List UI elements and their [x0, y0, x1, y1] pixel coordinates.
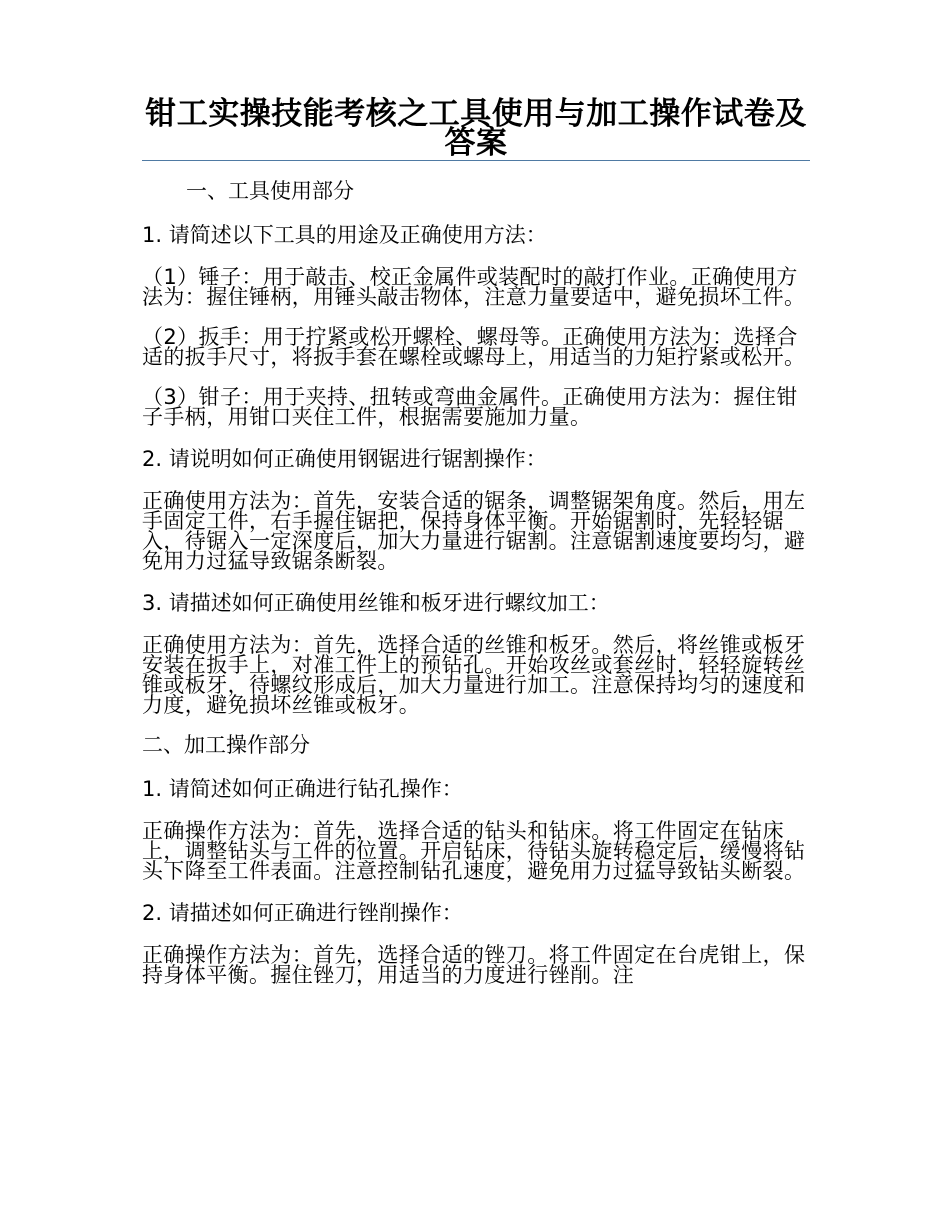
document-page [142, 96, 810, 985]
answer-filing: 正确操作方法为：首先，选择合适的锉刀。将工件固定在台虎钳上，保持身体平衡。握住锉刀，用适当的力度进行锉削。注 [142, 943, 806, 987]
answer-wrench: （2）扳手：用于拧紧或松开螺栓、螺母等。正确使用方法为：选择合适的扳手尺寸，将扳手套在螺栓或螺母上，用适当的力矩拧紧或松开。 [142, 325, 806, 369]
question-hacksaw: 2. 请说明如何正确使用钢锯进行锯割操作： [142, 447, 547, 471]
answer-hacksaw: 正确使用方法为：首先，安装合适的锯条，调整锯架角度。然后，用左手固定工件，右手握住锯把，保持身体平衡。开始锯割时，先轻轻锯入，待锯入一定深度后，加大力量进行锯割。注意锯割速度要均匀，避免用力过猛导致锯条断裂。 [142, 489, 806, 573]
answer-hammer: （1）锤子：用于敲击、校正金属件或装配时的敲打作业。正确使用方法为：握住锤柄，用锤头敲击物体，注意力量要适中，避免损坏工件。 [142, 265, 806, 309]
question-drilling: 1. 请简述如何正确进行钻孔操作： [142, 777, 463, 801]
question-filing: 2. 请描述如何正确进行锉削操作： [142, 901, 463, 925]
answer-tap-die: 正确使用方法为：首先，选择合适的丝锥和板牙。然后，将丝锥或板牙安装在扳手上，对准工件上的预钻孔。开始攻丝或套丝时，轻轻旋转丝锥或板牙，待螺纹形成后，加大力量进行加工。注意保持均匀的速度和力度，避免损坏丝锥或板牙。 [142, 633, 806, 717]
question-tools-usage: 1. 请简述以下工具的用途及正确使用方法： [142, 223, 547, 247]
answer-pliers: （3）钳子：用于夹持、扭转或弯曲金属件。正确使用方法为：握住钳子手柄，用钳口夹住工件，根据需要施加力量。 [142, 385, 798, 429]
document-title: 钳工实操技能考核之工具使用与加工操作试卷及答案 [145, 96, 807, 161]
section-heading-machining: 二、加工操作部分 [142, 733, 310, 757]
section-heading-tools: 一、工具使用部分 [186, 179, 354, 203]
question-tap-die: 3. 请描述如何正确使用丝锥和板牙进行螺纹加工： [142, 591, 610, 615]
answer-drilling: 正确操作方法为：首先，选择合适的钻头和钻床。将工件固定在钻床上，调整钻头与工件的位置。开启钻床，待钻头旋转稳定后，缓慢将钻头下降至工件表面。注意控制钻孔速度，避免用力过猛导致钻头断裂。 [142, 819, 806, 883]
